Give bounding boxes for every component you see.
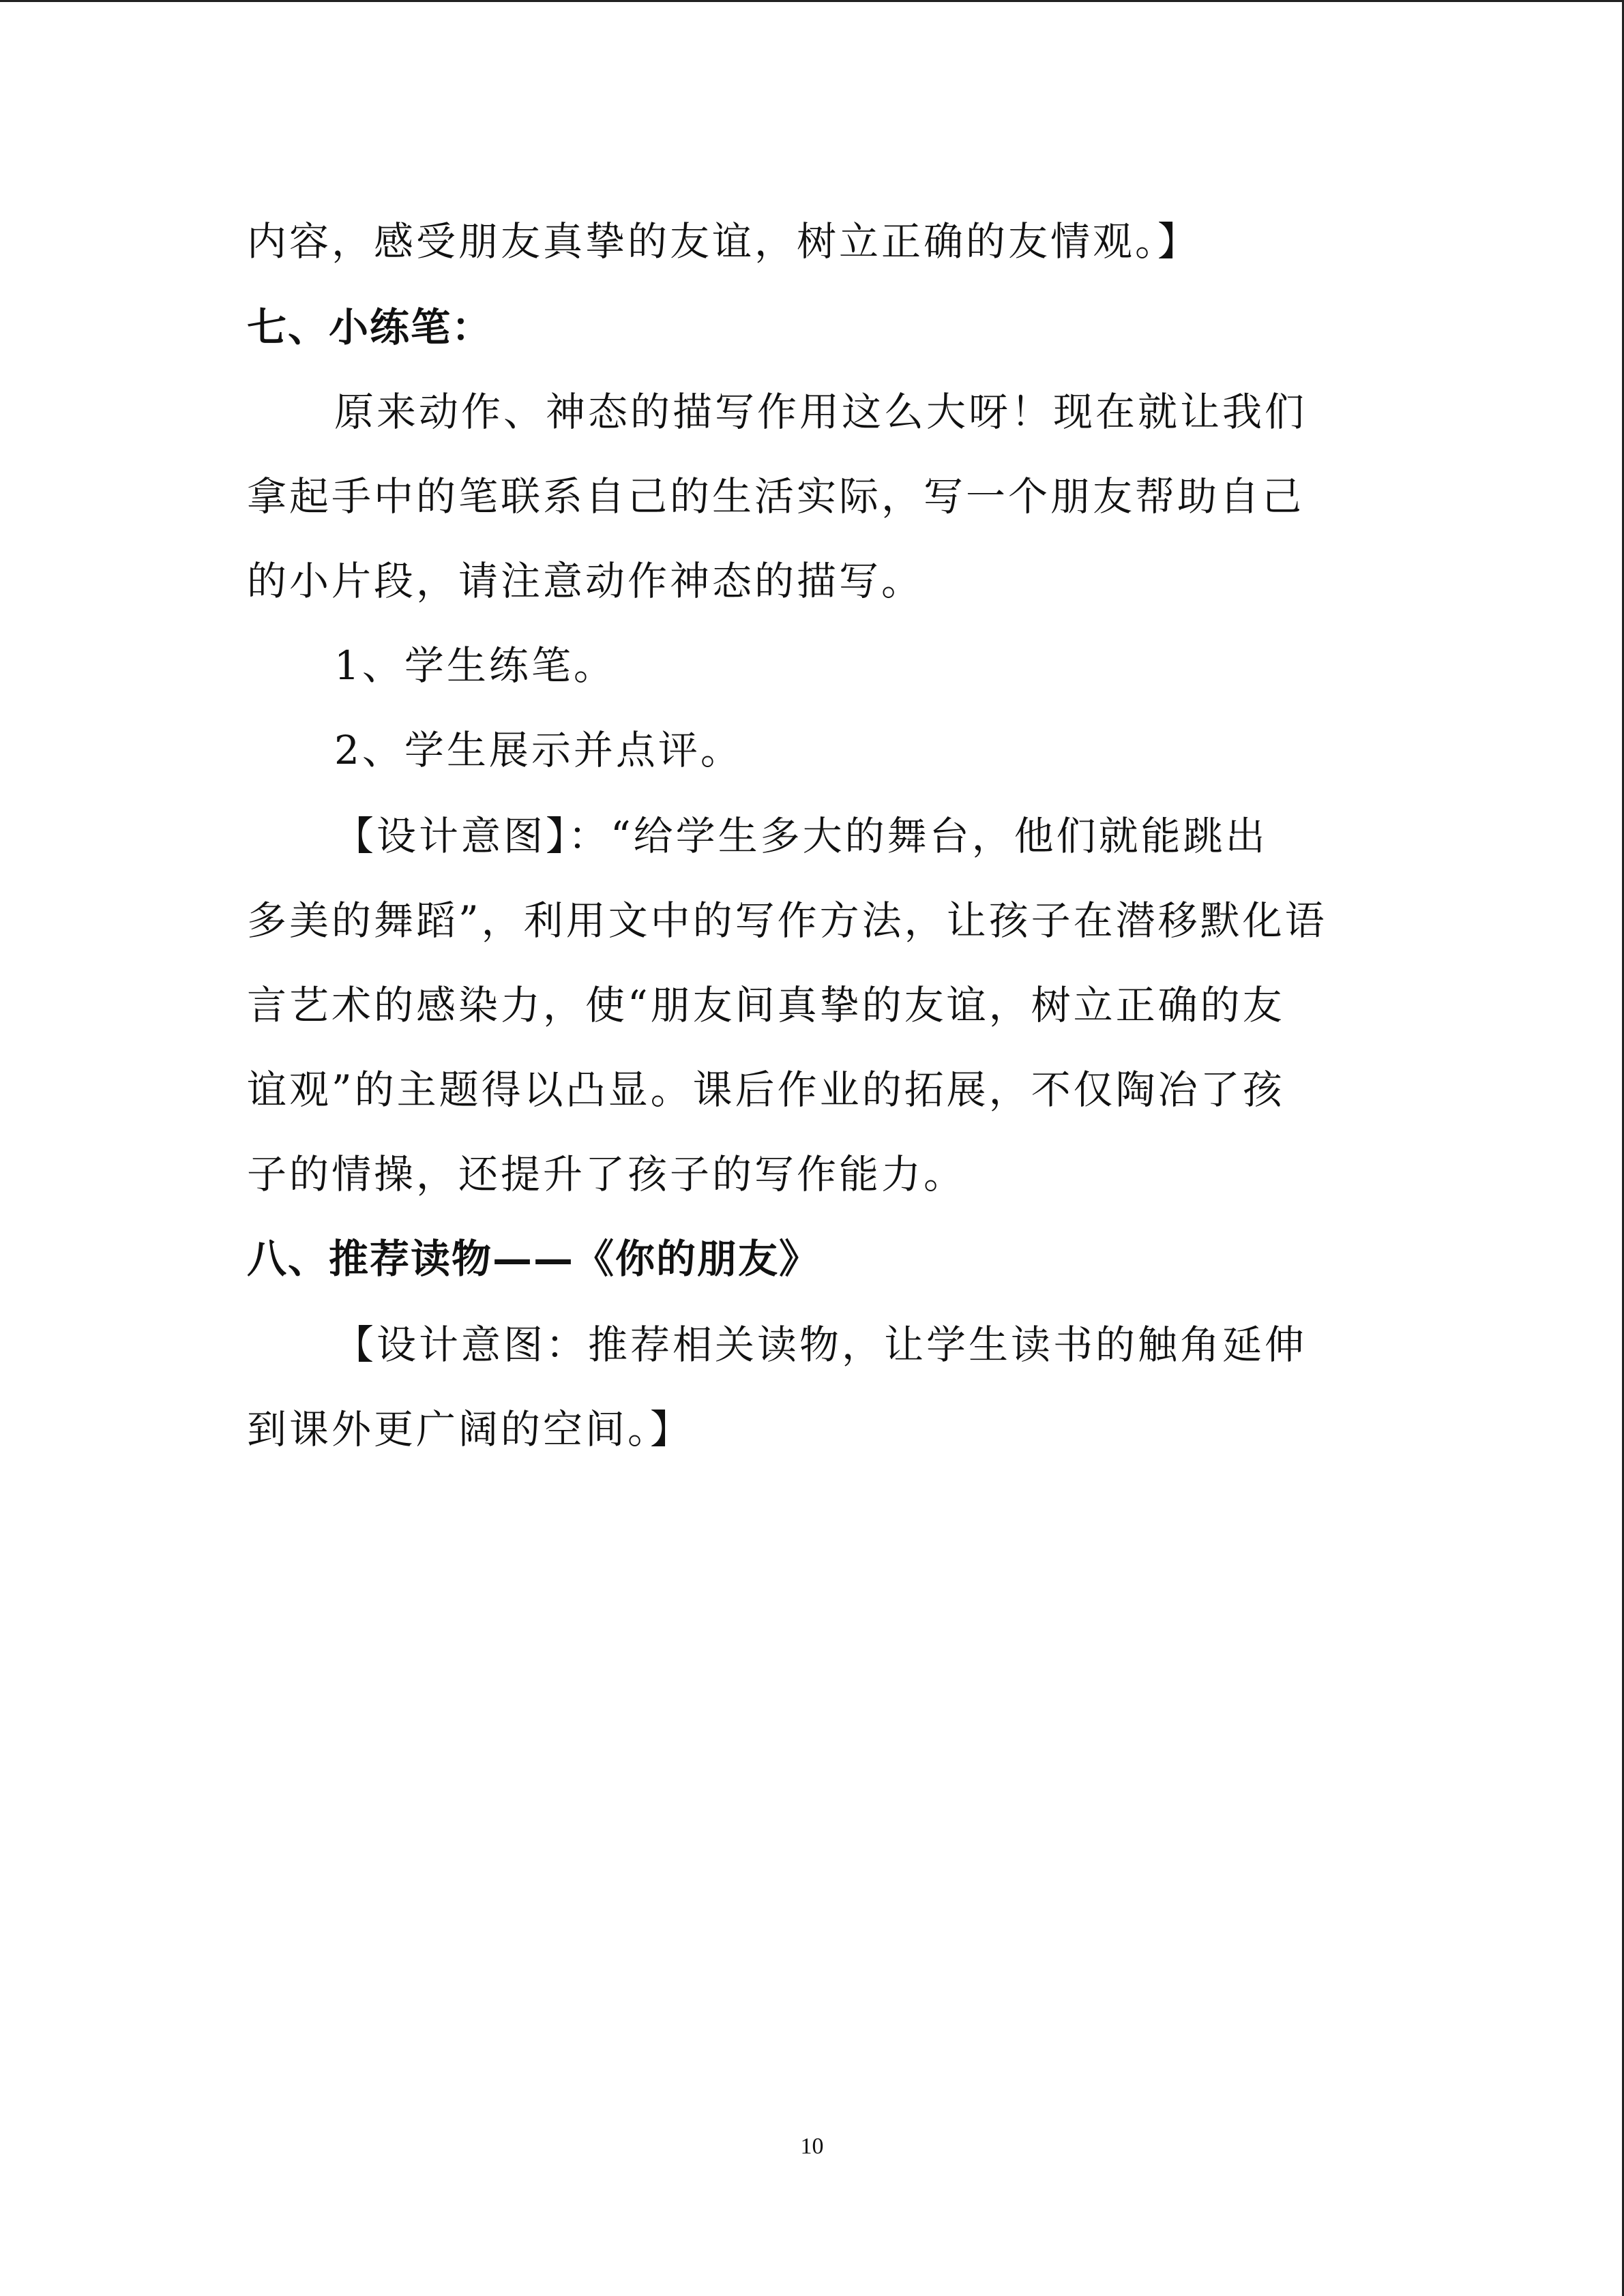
text-line: 子的情操，还提升了孩子的写作能力。 <box>247 1151 966 1197</box>
list-item: 1、学生练笔。 <box>334 642 616 689</box>
text-line: 言艺术的感染力，使“朋友间真挚的友谊，树立正确的友 <box>247 982 1285 1028</box>
page-border-top <box>0 0 1624 2</box>
text-line: 的小片段，请注意动作神态的描写。 <box>247 558 924 604</box>
text-line: 内容，感受朋友真挚的友谊，树立正确的友情观。】 <box>247 218 1200 265</box>
text-line: 多美的舞蹈”，利用文中的写作方法，让孩子在潜移默化语 <box>247 897 1327 944</box>
section-heading-7: 七、小练笔： <box>247 304 493 351</box>
text-line: 【设计意图】：“给学生多大的舞台，他们就能跳出 <box>334 813 1268 859</box>
text-line: 拿起手中的笔联系自己的生活实际，写一个朋友帮助自己 <box>247 473 1305 520</box>
page-number: 10 <box>800 2134 824 2159</box>
text-line: 【设计意图：推荐相关读物，让学生读书的触角延伸 <box>334 1322 1308 1368</box>
list-item: 2、学生展示并点评。 <box>334 727 743 773</box>
section-heading-8: 八、推荐读物——《你的朋友》 <box>247 1236 821 1282</box>
text-line: 原来动作、神态的描写作用这么大呀！现在就让我们 <box>334 389 1308 435</box>
text-line: 谊观”的主题得以凸显。课后作业的拓展，不仅陶冶了孩 <box>247 1067 1285 1113</box>
text-line: 到课外更广阔的空间。】 <box>247 1406 693 1452</box>
